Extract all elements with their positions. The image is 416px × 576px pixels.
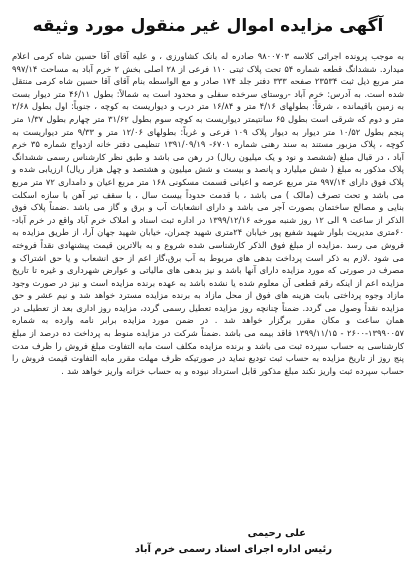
notice-body: به موجب پرونده اجرائی کلاسه ۹۸۰۰۷۰۳ صادره له بانک کشاورزی ، و علیه آقای آقا حسین شاه کرمی اعلام میدارد. ششدانگ قطعه شماره ۵۴ تحت پلاک ثبتی ۱۱۰ فرعی از ۲۸ اصلی بخش ۲ خرم آباد به مساحت ۹۹۷/۱۴ متر مربع ذیل ثبت ۲۳۵۳۴ صفحه ۳۳۳ دفتر جلد ۱۷۴ صادر و مع الواسطه بنام آقای آقا حسین شاه کرمی منتقل شده است. به آدرس: خرم آباد -روستای سرخده سفلی و محدود است به شمالاً: بطول ۴۶/۱۱ متر دیوار بست به زمین باقیمانده ، شرقاً: بطولهای ۴/۱۶ متر و ۱۶/۸۴ متر درب و دیواریست به کوچه ، جنوباً: اول بطول ۲/۶۸ متر و دوم که شرقی است بطول ۶۵ سانتیمتر دیواریست به کوچه سوم بطول ۳۱/۶۲ متر چهارم بطول ۱/۳۷ متر پنجم بطول ۱۰/۵۲ متر دیوار به دیوار پلاک ۱۰۹ فرعی و غرباً: بطولهای ۱۲/۰۶ متر و ۹/۳۳ متر دیواریست به کوچه ، پلاک مزبور مستند به سند رهنی شماره ۶۷۰۱- ۱۳۹۱/۰۹/۱۹ تنظیمی دفتر خانه ازدواج شماره ۳۵ خرم آباد ، در قبال مبلغ (ششصد و نود و یک میلیون ریال) در رهن می باشد و طبق نظر کارشناس رسمی ششدانگ پلاک مذکور به مبلغ ( شش میلیارد و پانصد و بیست و شش میلیون و هشتصد و چهل هزار ریال) ارزیابی شده و پلاک فوق دارای ۹۹۷/۱۴ متر مربع عرصه و اعیانی قسمت مسکونی ۱۶۸ متر مربع اعیان و دامداری ۷۲ متر مربع می باشد و تحت تصرف (مالک ) می باشد ، با قدمت حدوداً بیست سال ، با سقف تیر آهن با سازه اسکلت بنایی و مصالح ساختمان بصورت آجر می باشد و دارای انشعابات آب و برق و گاز می باشد .ضمناً پلاک فوق الذکر از ساعت ۹ الی ۱۲ روز شنبه مورخه ۱۳۹۹/۱۲/۱۶ در اداره ثبت اسناد و املاک خرم آباد واقع در خرم آباد- ۶۰متری مدیریت بلوار شهید شفیع پور خیابان ۲۴متری شهید چمران، خیابان شهید جهان آرا، از طریق مزایده به فروش می رسد .مزایده از مبلغ فوق الذکر کارشناسی شده شروع و به بالاترین قیمت پیشنهادی نقداً فروخته می شود .لازم به ذکر است پرداخت بدهی های مربوط به آب برق،گاز اعم از حق انشعاب و یا حق اشتراک و مصرف در صورتی که مورد مزایده دارای آنها باشد و نیز بدهی های مالیاتی و عوارض شهرداری و غیره تا تاریخ مزایده اعم از اینکه رقم قطعی آن معلوم شده یا نشده باشد به عهده برنده مزایده است و نیز در صورت وجود مازاد وجوه پرداختی بابت هزینه های فوق از محل مازاد به برنده مزایده مسترد خواهد شد و نیم عشر و حق مزایده نقداً وصول می گردد. ضمناً چنانچه روز مزایده تعطیل رسمی گردد، مزایده روز اداری بعد از تعطیلی در همان ساعت و مکان مقرر برگزار خواهد شد . در ضمن مورد مزایده برابر نامه وارده به شماره ۱۳۹۹۰۰۵۷-۲۶۰۰ - ۱۳۹۹/۱۱/۱۵ فاقد بیمه می باشد .ضمناً شرکت در مزایده منوط به پرداخت ده درصد از مبلغ کارشناسی به حساب سپرده ثبت می باشد و برنده مزایده مکلف است مابه التفاوت مبلغ فروش را ظرف مدت پنج روز از تاریخ مزایده به حساب ثبت تودیع نماید در صورتیکه ظرف مهلت مقرر مابه التفاوت قیمت فروش را حساب سپرده ثبت واریز نکند مبلغ مذکور قابل استرداد نبوده و به حساب خزانه واریز خواهد شد . [12, 51, 405, 376]
signature-name: علی رحیمی [247, 528, 306, 539]
notice-title: آگهی مزایده اموال غیر منقول مورد وثیقه [32, 16, 384, 36]
signature-title: رئیس اداره اجرای اسناد رسمی خرم آباد [134, 544, 332, 555]
signature-block [135, 526, 332, 558]
